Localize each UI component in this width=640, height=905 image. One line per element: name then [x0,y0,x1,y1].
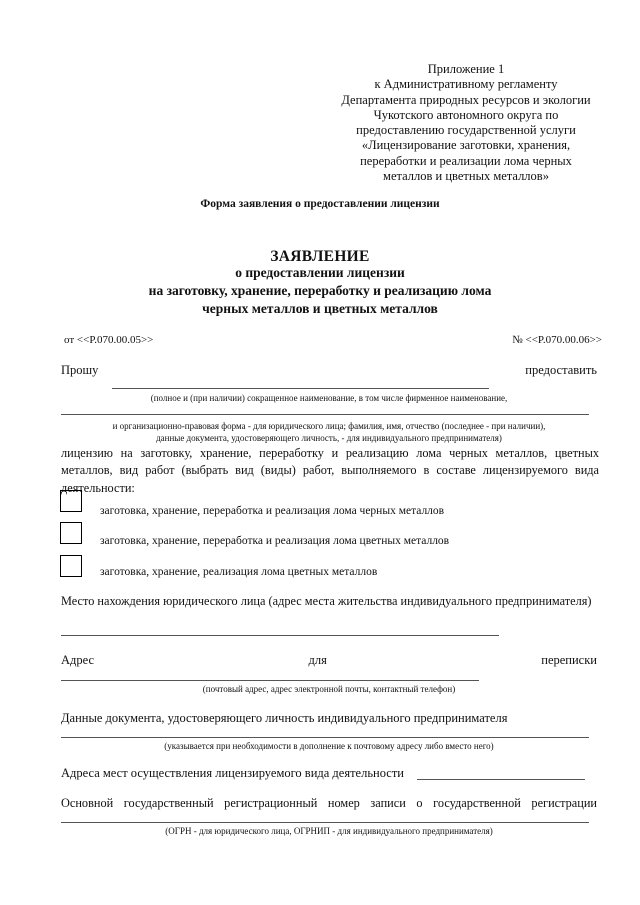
field-hint: и организационно-правовая форма - для юридического лица; фамилия, имя, отчество (последнее - при наличии), [112,421,546,431]
option-checkbox[interactable] [60,522,82,544]
appendix-line: Департамента природных ресурсов и экологии [341,92,591,107]
request-word-left: Прошу [61,363,99,377]
appendix-line: Чукотского автономного округа по [373,107,559,122]
location-label: Место нахождения юридического лица (адрес места жительства индивидуального предпринимателя) [61,594,592,608]
field-hint: (почтовый адрес, адрес электронной почты, контактный телефон) [202,684,456,694]
option-checkbox[interactable] [60,555,82,577]
field-hint: (указывается при необходимости в дополнение к почтовому адресу либо вместо него) [164,741,494,751]
activity-address-label: Адреса мест осуществления лицензируемого вида деятельности [61,766,404,780]
ogrn-label: Основной государственный регистрационный номер записи о государственной регистрации [61,796,597,810]
correspondence-field[interactable] [61,680,479,681]
option-label: заготовка, хранение, реализация лома цветных металлов [100,566,378,578]
applicant-name-field-continued[interactable] [61,414,589,415]
id-document-field[interactable] [61,737,589,738]
request-body: лицензию на заготовку, хранение, переработку и реализацию лома черных металлов, цветных металлов, вид работ (выбрать вид (виды) работ, выполняемого в составе лицензируемого вида деятельности: [61,446,599,495]
appendix-line: предоставлению государственной услуги [356,123,576,138]
appendix-line: Приложение 1 [427,62,505,76]
field-hint: данные документа, удостоверяющего личность, - для индивидуального предпринимателя) [156,433,502,443]
activity-address-field[interactable] [417,779,585,780]
document-subtitle-line: на заготовку, хранение, переработку и реализацию лома [148,283,492,298]
document-subtitle-line: о предоставлении лицензии [235,265,405,280]
appendix-line: «Лицензирование заготовки, хранения, [361,138,571,153]
request-word-right: предоставить [525,363,597,377]
id-document-label: Данные документа, удостоверяющего личность индивидуального предпринимателя [61,711,508,725]
ogrn-field[interactable] [61,822,589,823]
applicant-name-field[interactable] [112,388,489,389]
appendix-line: переработки и реализации лома черных [360,153,572,168]
location-field[interactable] [61,635,499,636]
option-checkbox[interactable] [60,490,82,512]
document-subtitle-line: черных металлов и цветных металлов [202,301,438,316]
field-hint: (полное и (при наличии) сокращенное наименование, в том числе фирменное наименование, [150,393,508,403]
number-placeholder: № <<P.070.00.06>> [512,334,602,346]
appendix-block [316,62,616,184]
option-label: заготовка, хранение, переработка и реализация лома черных металлов [100,505,445,517]
appendix-line: металлов и цветных металлов» [383,169,549,184]
option-label: заготовка, хранение, переработка и реализация лома цветных металлов [100,535,450,547]
document-title: ЗАЯВЛЕНИЕ [270,248,370,265]
correspondence-label [61,653,597,668]
field-hint: (ОГРН - для юридического лица, ОГРНИП - для индивидуального предпринимателя) [165,826,493,836]
correspondence-word: переписки [541,653,597,667]
appendix-line: к Административному регламенту [374,77,558,92]
date-placeholder: от <<P.070.00.05>> [64,334,154,346]
correspondence-word: Адрес [61,653,95,667]
request-line [61,363,597,378]
form-title: Форма заявления о предоставлении лицензии [200,198,440,210]
correspondence-word: для [308,653,327,667]
